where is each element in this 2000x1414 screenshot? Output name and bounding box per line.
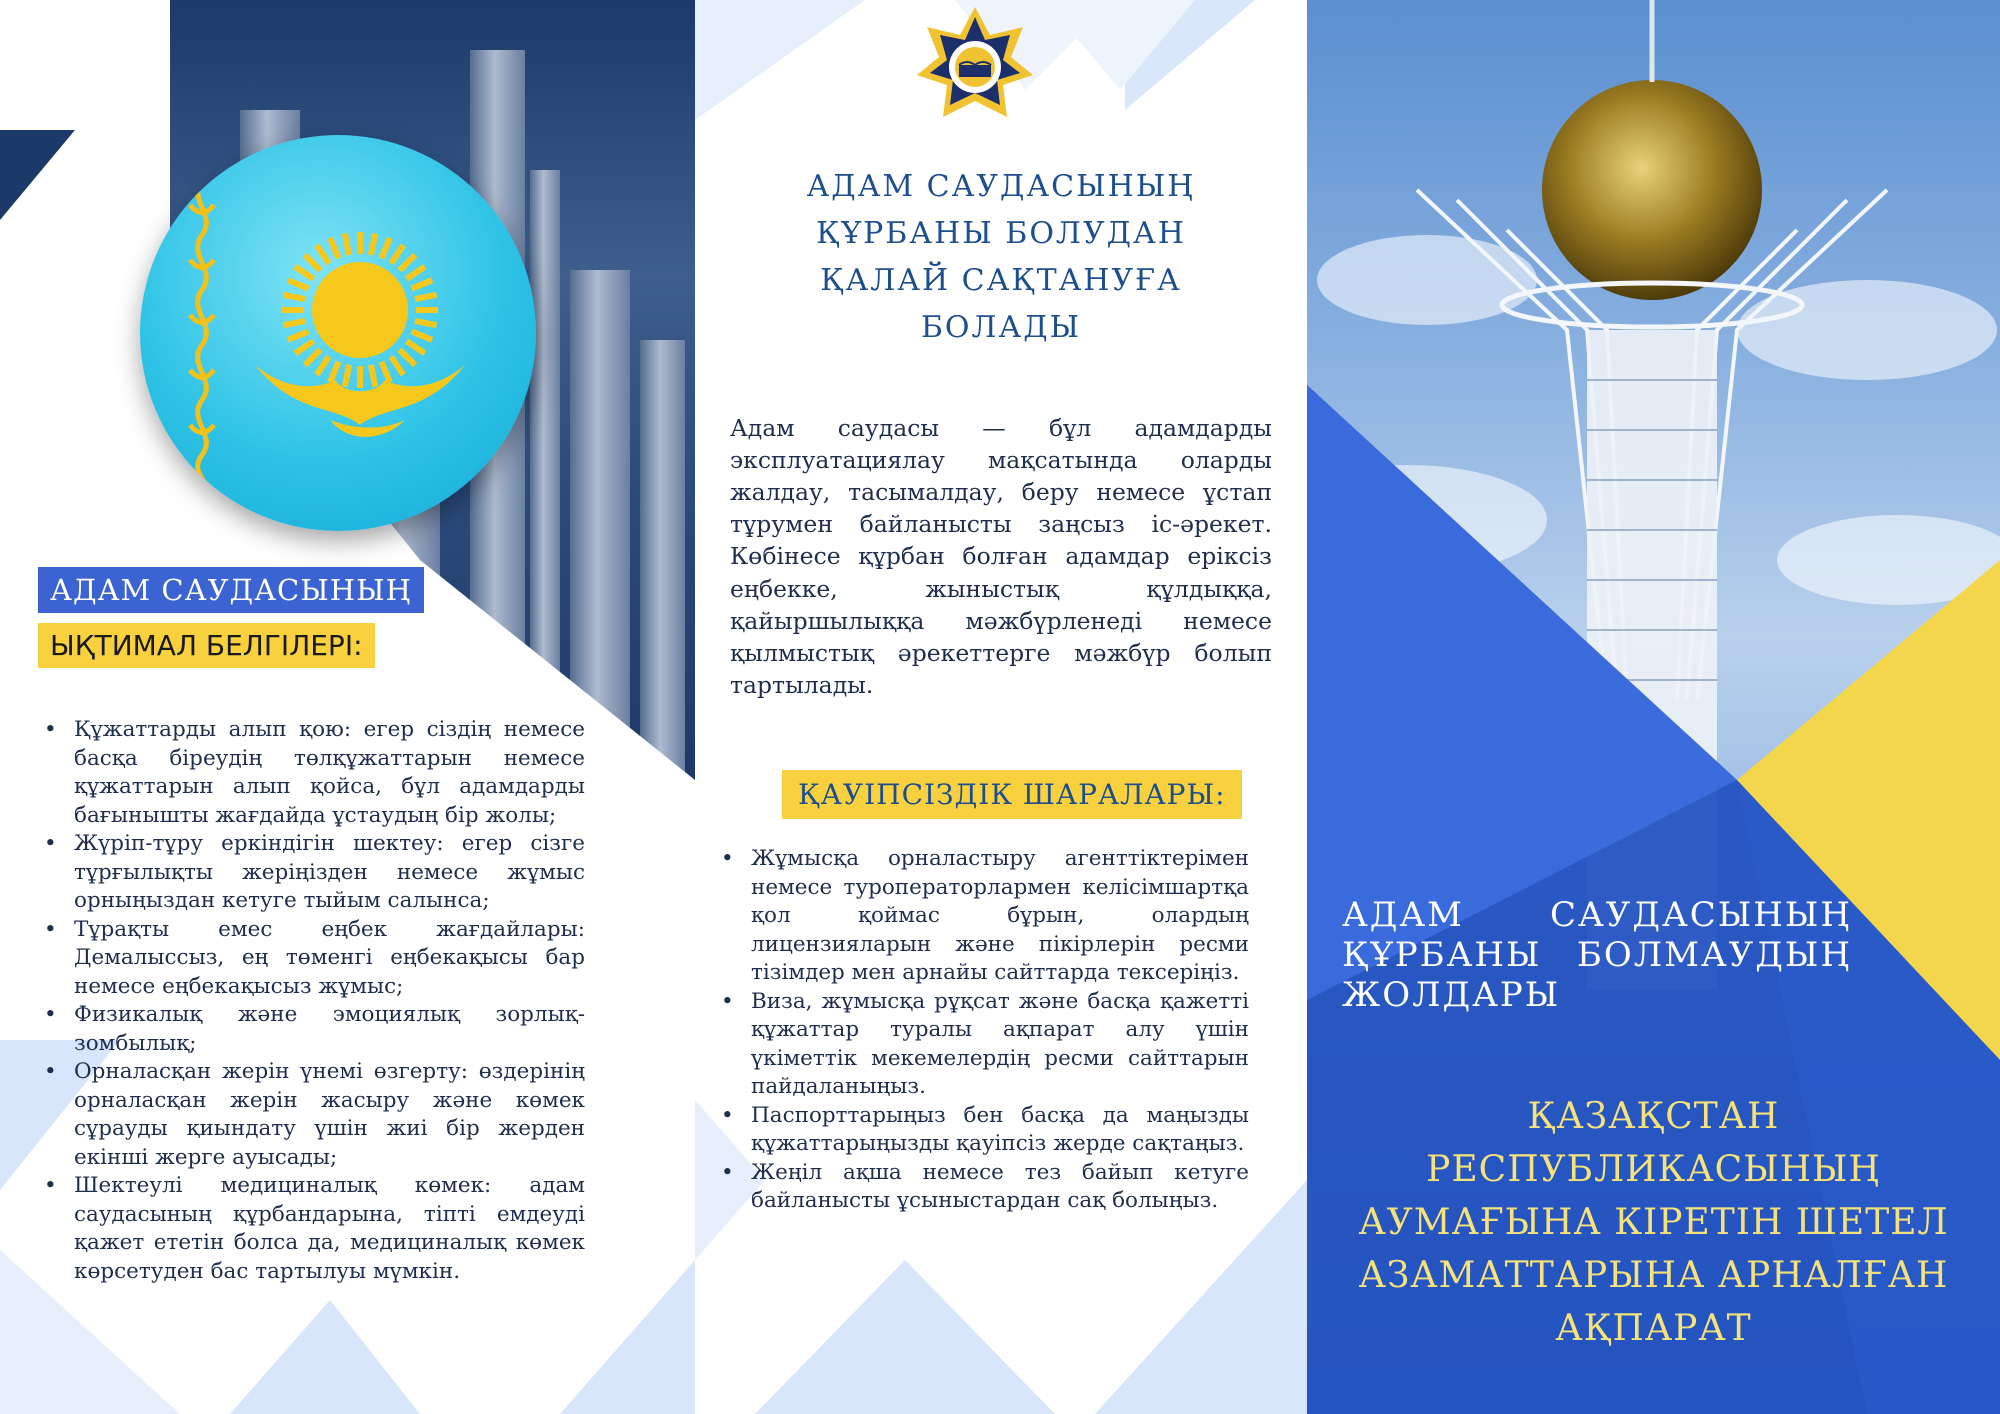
list-item: • Орналасқан жерін үнемі өзгерту: өздерінің орналасқан жерін жасыру және көмек сұрауды қиындату үшін жиі бір жерден екінші жерге ауысады; <box>40 1058 585 1172</box>
sun-ray <box>415 321 437 325</box>
sun-ray <box>295 267 313 279</box>
sun-ray <box>381 238 389 258</box>
middle-title-line: АДАМ САУДАСЫНЫҢ <box>806 169 1196 204</box>
sun-ray <box>283 295 305 299</box>
sun-ray <box>345 365 349 387</box>
list-item: • Жұмысқа орналастыру агенттіктерімен немесе туроператорлармен келісімшартқа қол қоймас бұрын, олардың лицензияларын және пікірлерін ресми тізімдер мен арнайы сайттарда тексеріңіз. <box>717 845 1249 988</box>
flag-ornament-icon <box>182 175 222 495</box>
sun-ray <box>381 362 389 382</box>
list-item: • Виза, жұмысқа рұқсат және басқа қажетті құжаттар туралы ақпарат алу үшін үкіметтік мекемелердің ресми сайттарын пайдаланыңыз. <box>717 988 1249 1102</box>
signs-title-line2: ЫҚТИМАЛ БЕЛГІЛЕРІ: <box>38 623 375 668</box>
kazakhstan-flag-emblem <box>140 135 536 531</box>
left-panel <box>0 0 695 1414</box>
sun-ray <box>330 362 338 382</box>
middle-panel <box>695 0 1307 1414</box>
right-title <box>1342 895 1852 1015</box>
sun-ray <box>330 238 338 258</box>
right-title-line: ҚҰРБАНЫ БОЛМАУДЫҢ <box>1342 935 1852 975</box>
definition-paragraph: Адам саудасы — бұл адамдарды эксплуатациялау мақсатында оларды жалдау, тасымалдау, беру немесе ұстап тұрумен байланысты заңсыз іс-әрекет. Көбінесе құрбан болған адамдар еріксіз еңбекке, жыныстық құлдыққа, қайыршылыққа мәжбүрленеді немесе қылмыстық әрекеттерге мәжбүр болып тартылады. <box>730 413 1272 700</box>
middle-title-line: ҚҰРБАНЫ БОЛУДАН <box>816 216 1186 251</box>
list-item: • Физикалық және эмоциялық зорлық-зомбылық; <box>40 1001 585 1058</box>
info-title-line: АЗАМАТТАРЫНА АРНАЛҒАН <box>1358 1255 1949 1296</box>
sun-ray <box>305 255 321 271</box>
info-title-line: АУМАҒЫНА КІРЕТІН ШЕТЕЛ <box>1358 1202 1949 1243</box>
sun-ray <box>317 357 329 375</box>
sun-ray <box>288 280 308 288</box>
sun-ray <box>407 267 425 279</box>
list-item: • Паспорттарыңыз бен басқа да маңызды құжаттарыңызды қауіпсіз жерде сақтаңыз. <box>717 1102 1249 1159</box>
sun-ray <box>371 365 375 387</box>
right-title-line: ЖОЛДАРЫ <box>1342 975 1561 1015</box>
list-item: • Құжаттарды алып қою: егер сіздің немесе басқа біреудің төлқұжаттарын немесе құжаттарын алып қойса, бұл адамдарды бағынышты жағдайда ұстаудың бір жолы; <box>40 716 585 830</box>
info-title-line: РЕСПУБЛИКАСЫНЫҢ <box>1426 1149 1881 1190</box>
middle-title-line: БОЛАДЫ <box>920 310 1082 345</box>
middle-title <box>735 163 1267 351</box>
sun-ray <box>400 255 416 271</box>
sun-eagle-icon <box>235 215 485 465</box>
middle-title-line: ҚАЛАЙ САҚТАНУҒА <box>820 263 1182 298</box>
info-title-line: АҚПАРАТ <box>1555 1308 1752 1349</box>
sun-ray <box>371 233 375 255</box>
sun-ray <box>317 245 329 263</box>
sun-ray <box>283 321 305 325</box>
signs-list <box>40 716 585 1286</box>
sun-ray <box>295 341 313 353</box>
right-title-line: АДАМ САУДАСЫНЫҢ <box>1342 895 1852 935</box>
sun-ray <box>391 245 403 263</box>
sun-ray <box>412 280 432 288</box>
safety-list <box>717 845 1249 1216</box>
sun-ray <box>391 357 403 375</box>
sun-ray <box>400 350 416 366</box>
signs-title-line1: АДАМ САУДАСЫНЫҢ <box>38 567 424 613</box>
sun-ray <box>288 331 308 339</box>
sun-ray <box>415 295 437 299</box>
list-item: • Шектеулі медициналық көмек: адам саудасының құрбандарына, тіпті емдеуді қажет ететін болса да, медициналық көмек көрсетуден бас тартылуы мүмкін. <box>40 1172 585 1286</box>
info-title-line: ҚАЗАҚСТАН <box>1527 1096 1780 1137</box>
list-item: • Тұрақты емес еңбек жағдайлары: Демалыссыз, ең төменгі еңбекақысы бар немесе еңбекақысыз жұмыс; <box>40 916 585 1002</box>
academy-emblem-icon <box>915 5 1035 125</box>
sun-ray <box>407 341 425 353</box>
right-panel <box>1307 0 2000 1414</box>
sun-ray <box>412 331 432 339</box>
safety-title: ҚАУІПСІЗДІК ШАРАЛАРЫ: <box>782 770 1242 819</box>
info-title <box>1307 1090 2000 1355</box>
list-item: • Жеңіл ақша немесе тез байып кетуге байланысты ұсыныстардан сақ болыңыз. <box>717 1159 1249 1216</box>
sun-ray <box>305 350 321 366</box>
list-item: • Жүріп-тұру еркіндігін шектеу: егер сізге тұрғылықты жеріңізден немесе жұмыс орныңыздан кетуге тыйым салынса; <box>40 830 585 916</box>
sun-ray <box>345 233 349 255</box>
